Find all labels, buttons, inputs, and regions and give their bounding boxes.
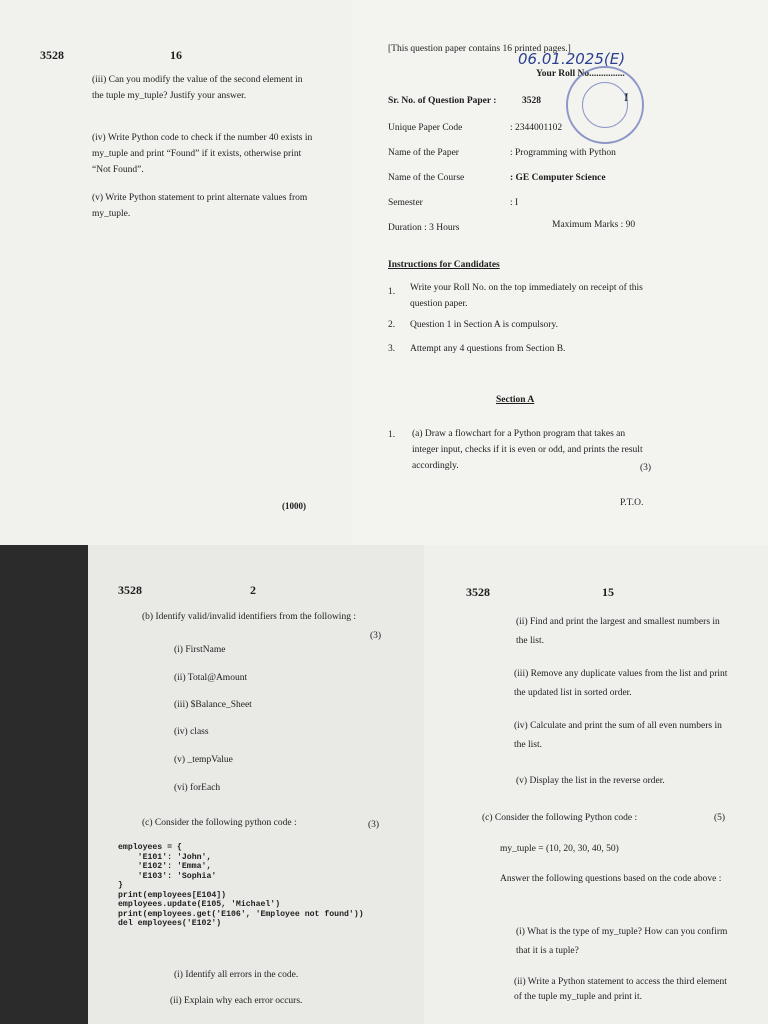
header-note: [This question paper contains 16 printed pages.] [388, 44, 571, 54]
question-v: (v) Write Python statement to print alternate values from my_tuple. [92, 193, 308, 219]
instructions-title: Instructions for Candidates [388, 260, 500, 270]
sub-question-i: (i) Identify all errors in the code. [174, 970, 299, 980]
item-iii: (iii) Remove any duplicate values from the list and print the updated list in sorted order. [514, 669, 728, 698]
identifier-6: (vi) forEach [174, 783, 221, 793]
detail-value-paper-code: : 2344001102 [510, 123, 563, 133]
identifier-2: (ii) Total@Amount [174, 673, 248, 683]
detail-value-serial: 3528 [522, 96, 541, 106]
footer-copies: (1000) [282, 501, 306, 511]
section-a-title: Section A [496, 395, 535, 405]
detail-label-serial: Sr. No. of Question Paper : [388, 96, 497, 106]
question-c-marks: (3) [368, 820, 380, 830]
sub-question-ii: (ii) Write a Python statement to access the third element of the tuple my_tuple and print it. [514, 977, 727, 1002]
library-stamp-inner-ring [582, 82, 628, 128]
page-number: 2 [250, 583, 256, 597]
identifier-1: (i) FirstName [174, 645, 226, 655]
sub-question-ii: (ii) Explain why each error occurs. [170, 996, 303, 1006]
question-1a: (a) Draw a flowchart for a Python program that takes an integer input, checks if it is even or odd, and prints the result accordingly. [412, 429, 643, 471]
question-c-marks: (5) [714, 813, 726, 823]
duration: Duration : 3 Hours [388, 223, 460, 233]
page-2 [88, 545, 424, 1024]
instruction-2-num: 2. [388, 320, 396, 330]
question-c: (c) Consider the following python code : [142, 818, 297, 828]
code-block: employees = { 'E101': 'John', 'E102': 'Emma', 'E103': 'Sophia' } print(employees[E104]) employees.update(E105, 'Michael') print(employees.get('E106', 'Employee not found')) del employees('E102') [118, 843, 364, 928]
instruction-2: Question 1 in Section A is compulsory. [410, 320, 558, 330]
question-c: (c) Consider the following Python code : [482, 813, 638, 823]
page-number: 16 [170, 48, 182, 62]
question-b-marks: (3) [370, 631, 382, 641]
item-iv: (iv) Calculate and print the sum of all even numbers in the list. [514, 721, 722, 750]
instruction-1-num: 1. [388, 287, 396, 297]
library-stamp [566, 66, 644, 144]
identifier-3: (iii) $Balance_Sheet [174, 700, 252, 710]
page-1 [352, 0, 768, 545]
max-marks: Maximum Marks : 90 [552, 220, 636, 230]
paper-number: 3528 [466, 585, 490, 599]
item-ii: (ii) Find and print the largest and smallest numbers in the list. [516, 617, 720, 646]
paper-number: 3528 [40, 48, 64, 62]
detail-value-paper-name: : Programming with Python [510, 148, 616, 158]
question-1-num: 1. [388, 430, 396, 440]
page-16 [0, 0, 352, 545]
roll-digit: I [624, 90, 629, 104]
answer-prompt: Answer the following questions based on the code above : [500, 874, 722, 884]
question-iv: (iv) Write Python code to check if the number 40 exists in my_tuple and print “Found” if it exists, otherwise print “Not Found”. [92, 133, 313, 175]
instruction-3-num: 3. [388, 344, 396, 354]
page-15 [424, 545, 768, 1024]
identifier-5: (v) _tempValue [174, 755, 233, 765]
instruction-1: Write your Roll No. on the top immediately on receipt of this question paper. [410, 283, 643, 309]
detail-label-paper-code: Unique Paper Code [388, 123, 463, 133]
question-1a-marks: (3) [640, 463, 652, 473]
detail-label-course: Name of the Course [388, 173, 465, 183]
question-iii: (iii) Can you modify the value of the second element in the tuple my_tuple? Justify your answer. [92, 75, 303, 101]
detail-label-semester: Semester [388, 198, 423, 208]
paper-number: 3528 [118, 583, 142, 597]
detail-label-paper-name: Name of the Paper [388, 148, 459, 158]
handwritten-date: 06.01.2025(E) [518, 50, 626, 68]
item-v: (v) Display the list in the reverse order. [516, 776, 665, 786]
tuple-code: my_tuple = (10, 20, 30, 40, 50) [500, 844, 619, 854]
detail-value-semester: : I [510, 198, 519, 208]
question-b: (b) Identify valid/invalid identifiers from the following : [142, 612, 356, 622]
roll-number-label: Your Roll No............... [536, 69, 625, 79]
instruction-3: Attempt any 4 questions from Section B. [410, 344, 566, 354]
page-number: 15 [602, 585, 614, 599]
identifier-4: (iv) class [174, 727, 209, 737]
detail-value-course: : GE Computer Science [510, 173, 606, 183]
sub-question-i: (i) What is the type of my_tuple? How can you confirm that it is a tuple? [516, 927, 728, 956]
pto: P.T.O. [620, 498, 644, 508]
